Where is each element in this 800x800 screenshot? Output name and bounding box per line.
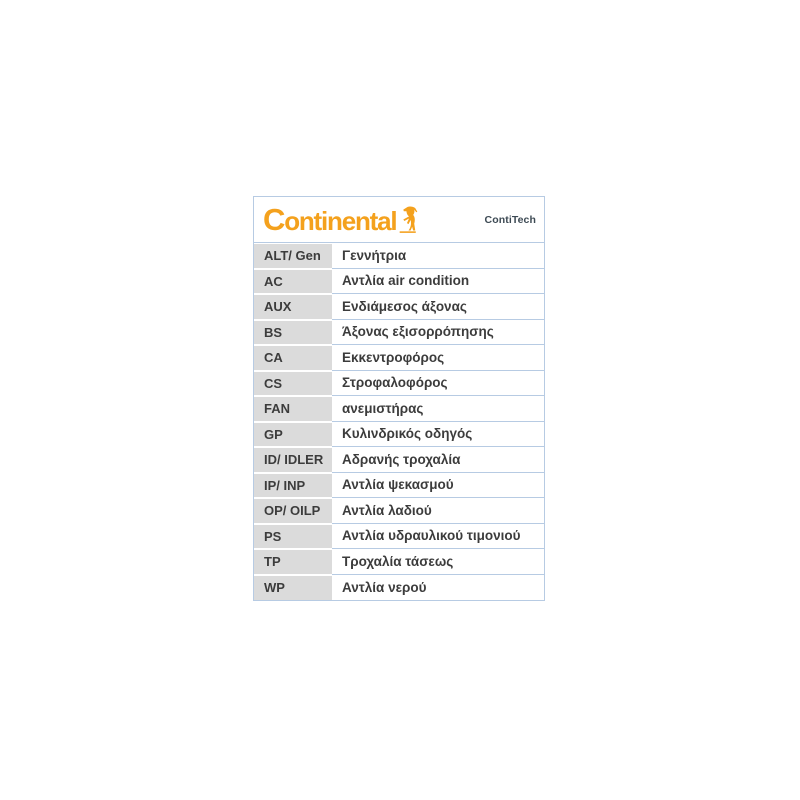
abbreviation-cell: AUX bbox=[254, 294, 332, 320]
continental-wordmark-initial: C bbox=[263, 201, 285, 237]
description-cell: Γεννήτρια bbox=[332, 243, 544, 269]
abbreviation-cell: TP bbox=[254, 549, 332, 575]
table-row bbox=[254, 575, 544, 601]
description-cell: Αντλία air condition bbox=[332, 269, 544, 295]
abbreviation-cell: BS bbox=[254, 320, 332, 346]
abbreviation-cell: GP bbox=[254, 422, 332, 448]
description-cell: Εκκεντροφόρος bbox=[332, 345, 544, 371]
abbreviation-cell: ID/ IDLER bbox=[254, 447, 332, 473]
card-header bbox=[254, 197, 544, 243]
description-cell: Ενδιάμεσος άξονας bbox=[332, 294, 544, 320]
table-row bbox=[254, 549, 544, 575]
table-row bbox=[254, 447, 544, 473]
table-row bbox=[254, 345, 544, 371]
abbreviation-cell: OP/ OILP bbox=[254, 498, 332, 524]
description-cell: Τροχαλία τάσεως bbox=[332, 549, 544, 575]
continental-logo bbox=[263, 201, 419, 237]
abbreviation-cell: AC bbox=[254, 269, 332, 295]
continental-wordmark bbox=[263, 201, 397, 237]
description-cell: Στροφαλοφόρος bbox=[332, 371, 544, 397]
description-cell: ανεμιστήρας bbox=[332, 396, 544, 422]
description-cell: Κυλινδρικός οδηγός bbox=[332, 422, 544, 448]
description-cell: Αντλία λαδιού bbox=[332, 498, 544, 524]
description-cell: Αντλία νερού bbox=[342, 579, 427, 595]
table-row bbox=[254, 524, 544, 550]
description-cell: Αντλία ψεκασμού bbox=[332, 473, 544, 499]
abbreviation-cell: CA bbox=[254, 345, 332, 371]
table-row bbox=[254, 498, 544, 524]
table-row bbox=[254, 243, 544, 269]
table-row bbox=[254, 320, 544, 346]
description-cell: Αδρανής τροχαλία bbox=[332, 447, 544, 473]
table-row bbox=[254, 294, 544, 320]
abbreviation-cell: CS bbox=[254, 371, 332, 397]
abbreviation-cell: WP bbox=[254, 575, 332, 601]
abbreviation-cell: FAN bbox=[254, 396, 332, 422]
legend-card bbox=[253, 196, 545, 601]
description-cell: Άξονας εξισορρόπησης bbox=[332, 320, 544, 346]
horse-icon bbox=[398, 206, 419, 233]
translation-table bbox=[254, 243, 544, 600]
table-row bbox=[254, 473, 544, 499]
table-row bbox=[254, 371, 544, 397]
table-row bbox=[254, 269, 544, 295]
table-row bbox=[254, 396, 544, 422]
description-cell: Αντλία υδραυλικού τιμονιού bbox=[332, 524, 544, 550]
abbreviation-cell: IP/ INP bbox=[254, 473, 332, 499]
contitech-label: ContiTech bbox=[484, 213, 536, 226]
abbreviation-cell: ALT/ Gen bbox=[254, 243, 332, 269]
continental-wordmark-rest: ontinental bbox=[284, 205, 397, 236]
table-row bbox=[254, 422, 544, 448]
abbreviation-cell: PS bbox=[254, 524, 332, 550]
